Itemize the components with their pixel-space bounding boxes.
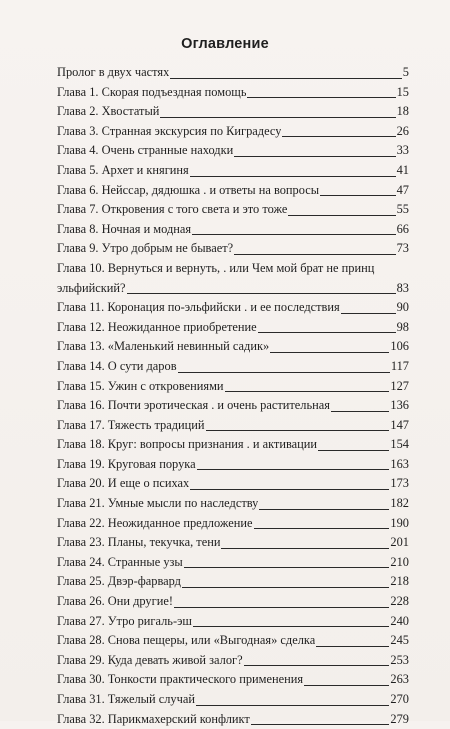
toc-entry (57, 220, 409, 240)
toc-page-number: 154 (390, 437, 409, 452)
table-of-contents (57, 63, 409, 729)
toc-page-number: 228 (390, 594, 409, 609)
toc-entry (57, 161, 409, 181)
toc-page-number: 15 (396, 84, 409, 99)
toc-entry (57, 553, 409, 573)
toc-entry-label: Глава 17. Тяжесть традиций (57, 417, 205, 432)
toc-entry-label: Глава 2. Хвостатый (57, 104, 160, 119)
toc-entry (57, 455, 409, 475)
toc-entry-label: Глава 16. Почти эротическая . и очень растительная (57, 398, 330, 413)
toc-entry (57, 279, 409, 299)
toc-entry (57, 318, 409, 338)
toc-entry (57, 572, 409, 592)
toc-entry-label: Глава 9. Утро добрым не бывает? (57, 241, 234, 256)
leader-line (190, 489, 389, 490)
toc-entry (57, 592, 409, 612)
leader-line (341, 313, 396, 314)
toc-page-number: 41 (396, 162, 409, 177)
leader-line (160, 117, 395, 118)
toc-entry-label: Глава 32. Парикмахерский конфликт (57, 711, 250, 726)
toc-entry-label: Глава 31. Тяжелый случай (57, 692, 195, 706)
leader-line (304, 685, 389, 686)
toc-entry-label: Глава 13. «Маленький невинный садик» (57, 339, 270, 354)
toc-entry (57, 337, 409, 357)
leader-line (244, 665, 390, 666)
toc-entry (57, 710, 409, 729)
toc-entry-label: Глава 19. Круговая порука (57, 456, 196, 471)
toc-page-number: 240 (390, 613, 409, 628)
leader-line (184, 567, 390, 568)
leader-line (170, 78, 402, 79)
toc-entry (57, 181, 409, 201)
leader-line (197, 469, 390, 470)
toc-entry (57, 651, 409, 671)
toc-page-number: 263 (390, 672, 409, 687)
leader-line (182, 587, 389, 588)
leader-line (192, 234, 395, 235)
toc-page-number: 279 (390, 711, 409, 726)
leader-line (254, 528, 390, 529)
leader-line (174, 607, 389, 608)
toc-entry (57, 670, 409, 690)
toc-entry (57, 377, 409, 397)
toc-entry-label: Глава 3. Странная экскурсия по Киградесу (57, 123, 282, 138)
leader-line (127, 293, 396, 294)
toc-entry (57, 102, 409, 122)
toc-entry (57, 63, 409, 83)
toc-page-number: 210 (390, 554, 409, 569)
leader-line (196, 705, 389, 706)
toc-entry (57, 396, 409, 416)
leader-line (190, 176, 396, 177)
toc-entry-label: Глава 11. Коронация по-эльфийски . и ее последствия (57, 300, 340, 315)
toc-page-number: 253 (390, 652, 409, 667)
toc-page-number: 163 (390, 456, 409, 471)
leader-line (193, 626, 389, 627)
toc-page-number: 201 (390, 535, 409, 550)
toc-page-number: 218 (390, 574, 409, 589)
toc-entry-label: Глава 6. Нейссар, дядюшка . и ответы на вопросы (57, 182, 320, 197)
toc-page-number: 136 (390, 398, 409, 413)
leader-line (225, 391, 390, 392)
toc-entry-label: Глава 29. Куда девать живой залог? (57, 652, 243, 667)
toc-page-number: 47 (396, 182, 409, 197)
toc-page-number: 33 (396, 143, 409, 158)
toc-entry (57, 83, 409, 103)
toc-entry-label: Глава 24. Странные узы (57, 554, 183, 569)
leader-line (316, 646, 389, 647)
toc-entry (57, 298, 409, 318)
toc-page-number: 182 (390, 496, 409, 511)
leader-line (247, 97, 395, 98)
toc-entry-label: Глава 15. Ужин с откровениями (57, 378, 224, 393)
toc-entry-label: Глава 27. Утро ригаль-эш (57, 613, 192, 628)
toc-entry (57, 612, 409, 632)
leader-line (320, 195, 396, 196)
toc-page-number: 5 (402, 65, 409, 79)
toc-page-number: 117 (390, 358, 409, 373)
toc-entry-label: Глава 26. Они другие! (57, 594, 173, 609)
leader-line (318, 450, 389, 451)
leader-line (282, 136, 395, 137)
leader-line (206, 430, 390, 431)
toc-entry-label: Глава 14. О сути даров (57, 358, 177, 373)
toc-page-number: 245 (390, 633, 409, 648)
toc-entry (57, 357, 409, 377)
toc-entry-label: Глава 1. Скорая подъездная помощь (57, 84, 247, 99)
leader-line (331, 411, 389, 412)
toc-entry-first-line (57, 259, 409, 279)
toc-page-number: 90 (396, 300, 409, 315)
toc-entry-label: эльфийский? (57, 280, 126, 295)
toc-entry (57, 141, 409, 161)
leader-line (221, 548, 389, 549)
toc-entry (57, 200, 409, 220)
toc-page-number: 18 (396, 104, 409, 119)
toc-page-number: 55 (396, 202, 409, 217)
toc-entry-label: Глава 5. Архет и княгиня (57, 162, 189, 177)
leader-line (251, 724, 390, 725)
toc-page-number: 73 (396, 241, 409, 256)
toc-entry-label: Глава 23. Планы, текучка, тени (57, 535, 221, 550)
toc-page-number: 106 (390, 339, 409, 354)
toc-entry-label: Глава 4. Очень странные находки (57, 143, 234, 158)
toc-entry-label: Глава 18. Круг: вопросы признания . и активации (57, 437, 318, 452)
toc-entry (57, 416, 409, 436)
toc-entry (57, 122, 409, 142)
toc-entry (57, 494, 409, 514)
leader-line (258, 332, 396, 333)
leader-line (288, 215, 395, 216)
toc-page-number: 173 (390, 476, 409, 491)
toc-entry (57, 474, 409, 494)
toc-entry (57, 435, 409, 455)
toc-entry-label: Глава 20. И еще о психах (57, 476, 190, 491)
leader-line (234, 254, 395, 255)
toc-entry-label: Глава 21. Умные мысли по наследству (57, 496, 259, 511)
toc-page-number: 66 (396, 221, 409, 236)
toc-page-number: 83 (396, 280, 409, 295)
toc-page-number: 147 (390, 417, 409, 432)
leader-line (234, 156, 395, 157)
toc-entry-label: Глава 7. Откровения с того света и это тоже (57, 202, 288, 217)
toc-entry (57, 631, 409, 651)
toc-page-number: 127 (390, 378, 409, 393)
toc-entry (57, 533, 409, 553)
toc-entry-label: Глава 12. Неожиданное приобретение (57, 319, 257, 334)
toc-entry (57, 514, 409, 534)
leader-line (178, 372, 390, 373)
toc-entry-label: Глава 25. Двэр-фарвард (57, 574, 181, 589)
toc-entry-label: Глава 30. Тонкости практического применения (57, 672, 304, 687)
leader-line (270, 352, 389, 353)
toc-entry-label: Глава 22. Неожиданное предложение (57, 515, 253, 530)
toc-entry-label: Глава 8. Ночная и модная (57, 221, 192, 236)
toc-entry-label: Глава 28. Снова пещеры, или «Выгодная» сделка (57, 633, 316, 648)
toc-page-number: 98 (396, 319, 409, 334)
toc-page-number: 190 (390, 515, 409, 530)
toc-entry-label: Глава 10. Вернуться и вернуть, . или Чем мой брат не принц (57, 260, 375, 275)
toc-entry (57, 690, 409, 710)
toc-page-number: 270 (390, 692, 409, 706)
toc-entry (57, 239, 409, 259)
page-title: Оглавление (181, 36, 269, 52)
toc-entry-label: Пролог в двух частях (57, 65, 170, 79)
leader-line (259, 509, 389, 510)
toc-page-number: 26 (396, 123, 409, 138)
